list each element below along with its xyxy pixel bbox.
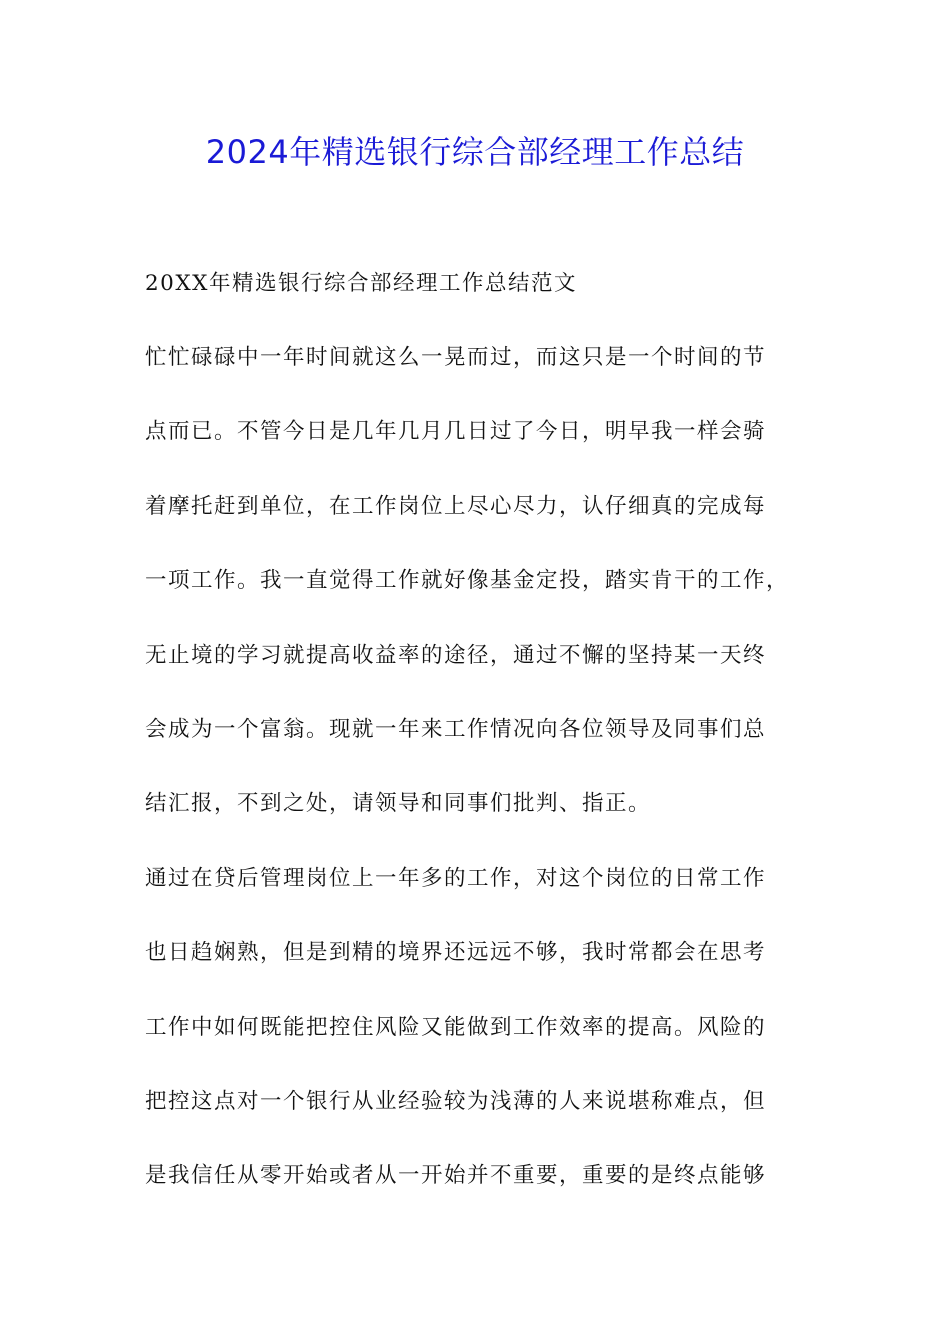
paragraph-line: 通过在贷后管理岗位上一年多的工作，对这个岗位的日常工作 [145,865,767,891]
paragraph-line: 会成为一个富翁。现就一年来工作情况向各位领导及同事们总 [145,716,767,742]
paragraph-line: 是我信任从零开始或者从一开始并不重要，重要的是终点能够 [145,1163,767,1189]
paragraph-line: 把控这点对一个银行从业经验较为浅薄的人来说堪称难点，但 [145,1088,767,1114]
document-subtitle: 20XX年精选银行综合部经理工作总结范文 [145,271,577,296]
paragraph-line: 着摩托赶到单位，在工作岗位上尽心尽力，认仔细真的完成每 [145,493,767,519]
paragraph-line: 也日趋娴熟，但是到精的境界还远远不够，我时常都会在思考 [145,940,767,966]
paragraph-line: 忙忙碌碌中一年时间就这么一晃而过，而这只是一个时间的节 [145,345,767,370]
document-title: 2024年精选银行综合部经理工作总结 [205,133,745,171]
paragraph-line: 工作中如何既能把控住风险又能做到工作效率的提高。风险的 [145,1014,767,1040]
document-body [145,264,825,1231]
paragraph-line: 无止境的学习就提高收益率的途径，通过不懈的坚持某一天终 [145,642,767,668]
paragraph-line: 结汇报，不到之处，请领导和同事们批判、指正。 [145,791,652,817]
paragraph-line: 点而已。不管今日是几年几月几日过了今日，明早我一样会骑 [145,419,767,445]
paragraph-line: 一项工作。我一直觉得工作就好像基金定投，踏实肯干的工作， [145,568,790,594]
